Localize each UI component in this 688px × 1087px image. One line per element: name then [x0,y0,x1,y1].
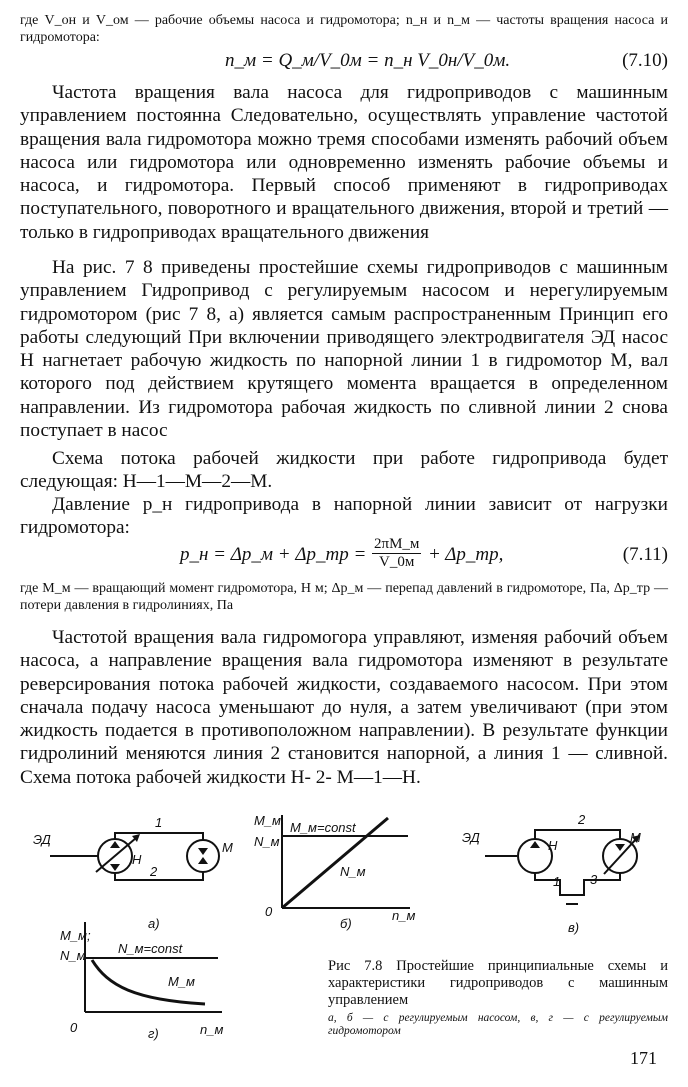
label-const-b: M_м=const [290,820,356,835]
equation-7-11-fraction [372,536,421,571]
paragraph-1: Частота вращения вала насоса для гидроприводов с машинным управлением постоянна Следовательно, осуществлять управление частотой вращения вала гидромотора можно тремя способами изменять рабочий объем насоса или гидромотора или одновременно изменять рабочие объемы и насоса, и гидромотора. Первый способ применяют в гидроприводах поступательного, поворотного и вращательного движения, второй и третий — только в гидроприводах вращательного движения [20,82,668,243]
label-y-bottom-b: N_м [254,834,280,849]
equation-7-10-number: (7.10) [622,50,668,71]
chart-g [85,922,222,1012]
where-note: где M_м — вращающий момент гидромотора, Н м; Δp_м — перепад давлений в гидромоторе, Па, Δp_тр — потери давления в гидролиниях, Па [20,581,668,613]
scheme-v [485,830,637,904]
figure-caption-sub: а, б — с регулируемым насосом, в, г — с регулируемым гидромотором [328,1012,668,1037]
paragraph-3: Схема потока рабочей жидкости при работе гидропривода будет следующая: Н—1—М—2—М. [20,448,668,493]
label-y-bottom-g: N_м [60,948,86,963]
label-pump-a: Н [132,852,142,867]
sub-b: б) [340,916,352,931]
label-line2-a: 2 [150,864,158,879]
equation-7-10 [20,50,668,76]
label-line2-v: 2 [578,812,586,827]
equation-7-11-rhs: + Δp_тр, [428,544,504,565]
equation-7-10-formula: n_м = Q_м/V_0м = n_н V_0н/V_0м. [225,50,511,71]
label-line1-v: 1 [553,874,561,889]
label-motor-a: ЭД [33,832,51,847]
equation-7-11-number: (7.11) [622,544,668,565]
label-line1-a: 1 [155,815,163,830]
label-line-b: N_м [340,864,366,879]
pump-triangle-v [530,841,540,848]
label-gidromotor-a: М [222,840,233,855]
equation-7-11-numerator: 2πM_м [374,536,420,552]
line-1-a [115,833,203,840]
line-1-3-v [535,873,620,895]
sub-a: а) [148,916,160,931]
label-x-g: n_м [200,1022,224,1037]
pump-triangle-up-a [110,841,120,848]
label-origin-g: 0 [70,1020,78,1035]
paragraph-2: На рис. 7 8 приведены простейшие схемы гидроприводов с машинным управлением Гидропривод с регулируемым насосом и нерегулируемым гидромотором (рис 7 8, а) является самым распространенным Принцип его работы следующий При включении приводящего электродвигателя ЭД насос Н нагнетает рабочую жидкость по напорной линии 1 в гидромотор М, вал которого под действием крутящего момента вращается в определенном направлении. Из гидромотора рабочая жидкость по сливной линии 2 снова поступает в насос [20,257,668,442]
equation-7-11 [20,536,668,576]
line-2-a [115,872,203,880]
label-x-b: n_м [392,908,416,923]
top-note: где V_он и V_ом — рабочие объемы насоса и гидромотора; n_н и n_м — частоты вращения насоса и гидромотора: [20,13,668,45]
motor-triangle-a [198,848,208,855]
label-line3-v: 3 [590,872,598,887]
label-y-top-b: M_м, [254,813,285,828]
label-pump-v: Н [548,838,558,853]
pump-triangle-down-a [110,864,120,871]
label-origin-b: 0 [265,904,273,919]
motor-triangle-v [615,844,625,851]
label-const-g: N_м=const [118,941,183,956]
label-motor-v: ЭД [462,830,480,845]
sub-v: в) [568,920,580,935]
page-number: 171 [630,1048,657,1068]
equation-7-11-denominator: V_0м [379,554,415,570]
sub-g: г) [148,1026,159,1041]
label-curve-g: M_м [168,974,195,989]
motor-triangle-b-a [198,857,208,864]
figure-caption: Рис 7.8 Простейшие принципиальные схемы и характеристики гидроприводов с машинным управлением [328,958,668,1008]
label-gidromotor-v: М [630,830,641,845]
motor-circle-a [187,840,219,872]
paragraph-5: Частотой вращения вала гидромогора управляют, изменяя рабочий объем насоса, а направление вращения вала гидромотора изменяют в результате реверсирования потока рабочей жидкости, создаваемого насосом. При этом сначала подачу насоса уменьшают до нуля, а затем увеличивают (при этом жидкость подается в противоположном направлении). В результате функции гидролиний меняются линия 2 становится напорной, а линия 1 — сливной. Схема потока рабочей жидкости Н- 2- М—1—Н. [20,627,668,788]
equation-7-11-lhs: p_н = Δp_м + Δp_тр = [180,544,367,565]
paragraph-4: Давление p_н гидропривода в напорной линии зависит от нагрузки гидромотора: [20,494,668,539]
label-y-top-g: M_м; [60,928,91,943]
